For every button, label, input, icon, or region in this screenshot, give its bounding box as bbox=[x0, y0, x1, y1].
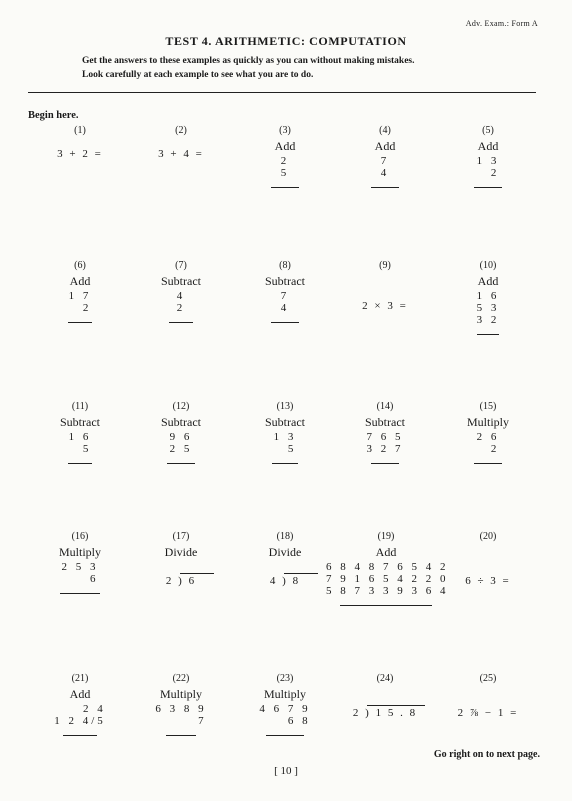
divisor: 2 bbox=[165, 575, 174, 587]
problem-10 bbox=[443, 259, 533, 335]
problem-19 bbox=[326, 530, 449, 606]
form-identifier: Adv. Exam.: Form A bbox=[465, 19, 538, 28]
operand-line: 2 bbox=[490, 167, 500, 179]
instruction-line-2: Look carefully at each example to see what you are to do. bbox=[82, 70, 314, 80]
stacked-operands bbox=[54, 703, 106, 727]
problem-number: (20) bbox=[479, 531, 497, 542]
problem-number: (2) bbox=[175, 125, 187, 136]
problem-9 bbox=[340, 259, 430, 312]
problem-22 bbox=[136, 672, 226, 736]
problem-number: (13) bbox=[276, 401, 294, 412]
operation-label: Subtract bbox=[365, 415, 405, 429]
operand-line: 2 4 bbox=[83, 703, 106, 715]
operation-label: Subtract bbox=[60, 415, 100, 429]
stacked-operands bbox=[381, 155, 390, 179]
divisor: 2 bbox=[352, 707, 361, 719]
stacked-operands bbox=[477, 155, 500, 179]
stacked-operands bbox=[326, 561, 449, 597]
problem-number: (21) bbox=[71, 673, 89, 684]
test-title: TEST 4. ARITHMETIC: COMPUTATION bbox=[165, 34, 407, 48]
problem-18 bbox=[240, 530, 330, 589]
operand-line: 1 6 bbox=[68, 431, 92, 443]
operation-label: Add bbox=[477, 274, 499, 288]
problem-23 bbox=[240, 672, 330, 736]
problem-25 bbox=[443, 672, 533, 719]
header-divider bbox=[28, 92, 536, 93]
operation-label: Add bbox=[374, 139, 396, 153]
inline-expression: 6 ÷ 3 = bbox=[465, 575, 511, 587]
operand-line: 2 bbox=[490, 443, 500, 455]
operand-line: 9 6 bbox=[169, 431, 193, 443]
operand-line: 4 6 7 9 bbox=[259, 703, 311, 715]
problem-12 bbox=[136, 400, 226, 464]
answer-line bbox=[166, 735, 196, 736]
problem-number: (17) bbox=[172, 531, 190, 542]
answer-line bbox=[68, 322, 92, 323]
answer-line bbox=[474, 463, 502, 464]
problem-number: (14) bbox=[376, 401, 394, 412]
answer-line bbox=[169, 322, 193, 323]
operand-line: 5 8 7 3 3 9 3 6 4 bbox=[326, 585, 449, 597]
operand-line: 2 6 bbox=[476, 431, 500, 443]
problem-number: (19) bbox=[377, 531, 395, 542]
division-bracket: ) bbox=[173, 575, 189, 587]
answer-line bbox=[477, 334, 499, 335]
operand-line: 5 bbox=[280, 167, 290, 179]
operand-line: 7 9 1 6 5 4 2 2 0 bbox=[326, 573, 449, 585]
operand-line: 6 bbox=[90, 573, 99, 585]
division-bar bbox=[284, 573, 318, 574]
problem-number: (24) bbox=[376, 673, 394, 684]
long-division bbox=[353, 707, 417, 719]
operand-line: 1 6 bbox=[476, 290, 500, 302]
operand-line: 7 6 5 bbox=[366, 431, 404, 443]
operand-line: 6 8 4 8 7 6 5 4 2 bbox=[326, 561, 449, 573]
problem-24 bbox=[340, 672, 430, 721]
problem-number: (5) bbox=[482, 125, 494, 136]
problem-number: (3) bbox=[279, 125, 291, 136]
problem-3 bbox=[240, 124, 330, 188]
operand-line: 2 bbox=[280, 155, 290, 167]
operand-line: 1 2 4/5 bbox=[54, 715, 106, 727]
divisor: 4 bbox=[269, 575, 278, 587]
operation-label: Add bbox=[69, 274, 91, 288]
instruction-line-1: Get the answers to these examples as quickly as you can without making mistakes. bbox=[82, 56, 415, 66]
operand-line: 7 bbox=[280, 290, 290, 302]
problem-number: (25) bbox=[479, 673, 497, 684]
operation-label: Multiply bbox=[159, 687, 202, 701]
operation-label: Subtract bbox=[161, 415, 201, 429]
problem-1 bbox=[35, 124, 125, 160]
stacked-operands bbox=[367, 431, 404, 455]
answer-line bbox=[371, 463, 399, 464]
problem-number: (6) bbox=[74, 260, 86, 271]
stacked-operands bbox=[477, 431, 500, 455]
operand-line: 4 bbox=[380, 167, 390, 179]
long-division bbox=[270, 575, 300, 587]
operation-label bbox=[340, 686, 430, 703]
operand-line: 2 5 bbox=[169, 443, 193, 455]
problem-15 bbox=[443, 400, 533, 464]
operand-line: 3 2 bbox=[476, 314, 500, 326]
stacked-operands bbox=[69, 290, 92, 314]
operand-line: 1 3 bbox=[476, 155, 500, 167]
answer-line bbox=[371, 187, 399, 188]
operand-line: 1 7 bbox=[68, 290, 92, 302]
answer-line bbox=[266, 735, 304, 736]
problem-20 bbox=[443, 530, 533, 587]
answer-line bbox=[474, 187, 502, 188]
stacked-operands bbox=[274, 431, 297, 455]
inline-expression: 2 ⅞ − 1 = bbox=[457, 707, 519, 719]
problem-number: (15) bbox=[479, 401, 497, 412]
problem-7 bbox=[136, 259, 226, 323]
operation-label: Add bbox=[69, 687, 91, 701]
page-number: [ 10 ] bbox=[274, 765, 298, 777]
dividend: 8 bbox=[292, 575, 301, 587]
problem-14 bbox=[340, 400, 430, 464]
operand-line: 1 3 bbox=[273, 431, 297, 443]
operation-label: Add bbox=[274, 139, 296, 153]
stacked-operands bbox=[281, 155, 290, 179]
operand-line: 7 bbox=[198, 715, 207, 727]
dividend: 1 5 . 8 bbox=[375, 707, 418, 719]
problem-21 bbox=[35, 672, 125, 736]
problem-number: (12) bbox=[172, 401, 190, 412]
operation-label: Multiply bbox=[58, 545, 101, 559]
problem-number: (22) bbox=[172, 673, 190, 684]
operation-label: Multiply bbox=[466, 415, 509, 429]
dividend: 6 bbox=[188, 575, 197, 587]
division-bar bbox=[180, 573, 214, 574]
problem-number: (1) bbox=[74, 125, 86, 136]
operation-label bbox=[443, 544, 533, 561]
problem-4 bbox=[340, 124, 430, 188]
operand-line: 7 bbox=[380, 155, 390, 167]
problem-number: (18) bbox=[276, 531, 294, 542]
problem-2 bbox=[136, 124, 226, 160]
problem-number: (11) bbox=[71, 401, 89, 412]
operand-line: 5 3 bbox=[476, 302, 500, 314]
operand-line: 6 8 bbox=[287, 715, 311, 727]
problem-13 bbox=[240, 400, 330, 464]
problem-number: (9) bbox=[379, 260, 391, 271]
stacked-operands bbox=[177, 290, 186, 314]
operation-label: Subtract bbox=[265, 415, 305, 429]
answer-line bbox=[271, 322, 299, 323]
operation-label: Add bbox=[375, 545, 397, 559]
division-bracket: ) bbox=[360, 707, 376, 719]
stacked-operands bbox=[259, 703, 310, 727]
problem-number: (10) bbox=[479, 260, 497, 271]
operand-line: 2 bbox=[82, 302, 92, 314]
stacked-operands bbox=[281, 290, 290, 314]
stacked-operands bbox=[155, 703, 206, 727]
problem-number: (7) bbox=[175, 260, 187, 271]
operand-line: 4 bbox=[280, 302, 290, 314]
operation-label: Multiply bbox=[263, 687, 306, 701]
operand-line: 3 2 7 bbox=[366, 443, 404, 455]
problem-11 bbox=[35, 400, 125, 464]
operation-label: Divide bbox=[164, 545, 198, 559]
operation-label bbox=[340, 273, 430, 290]
operation-label bbox=[443, 686, 533, 703]
answer-line bbox=[63, 735, 97, 736]
answer-line bbox=[60, 593, 100, 594]
operand-line: 2 bbox=[176, 302, 186, 314]
problem-number: (23) bbox=[276, 673, 294, 684]
answer-line bbox=[340, 605, 432, 606]
answer-line bbox=[167, 463, 195, 464]
division-bar bbox=[367, 705, 425, 706]
stacked-operands bbox=[170, 431, 193, 455]
inline-expression: 2 × 3 = bbox=[362, 300, 408, 312]
stacked-operands bbox=[69, 431, 92, 455]
problem-8 bbox=[240, 259, 330, 323]
problem-16 bbox=[35, 530, 125, 594]
operation-label: Subtract bbox=[265, 274, 305, 288]
operand-line: 2 5 3 bbox=[61, 561, 99, 573]
problem-number: (4) bbox=[379, 125, 391, 136]
operation-label: Add bbox=[477, 139, 499, 153]
operation-label: Divide bbox=[268, 545, 302, 559]
operand-line: 4 bbox=[176, 290, 186, 302]
inline-expression: 3 + 2 = bbox=[57, 148, 103, 160]
inline-expression: 3 + 4 = bbox=[158, 148, 204, 160]
problem-17 bbox=[136, 530, 226, 589]
answer-line bbox=[272, 463, 298, 464]
begin-here-label: Begin here. bbox=[28, 110, 79, 121]
problem-number: (16) bbox=[71, 531, 89, 542]
division-bracket: ) bbox=[277, 575, 293, 587]
long-division bbox=[166, 575, 196, 587]
stacked-operands bbox=[477, 290, 500, 326]
operation-label: Subtract bbox=[161, 274, 201, 288]
stacked-operands bbox=[62, 561, 99, 585]
next-page-note: Go right on to next page. bbox=[433, 749, 540, 760]
problem-6 bbox=[35, 259, 125, 323]
problem-5 bbox=[443, 124, 533, 188]
operand-line: 6 3 8 9 bbox=[155, 703, 207, 715]
operand-line: 5 bbox=[287, 443, 297, 455]
problem-number: (8) bbox=[279, 260, 291, 271]
answer-line bbox=[68, 463, 92, 464]
answer-line bbox=[271, 187, 299, 188]
operand-line: 5 bbox=[82, 443, 92, 455]
